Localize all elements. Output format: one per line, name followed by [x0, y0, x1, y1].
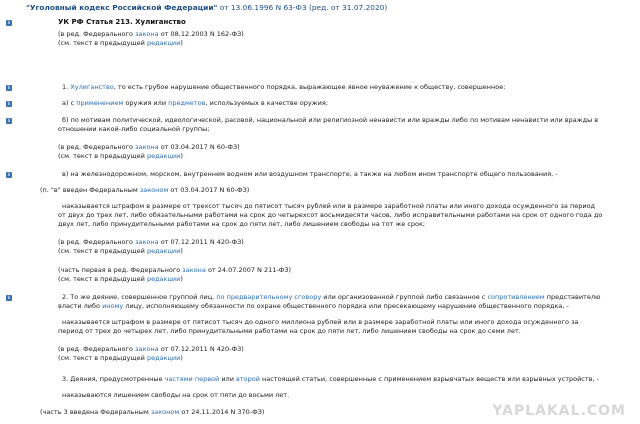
part1-edition-note: (часть первая в ред. Федерального закона от 24.07.2007 N 211-ФЗ) [58, 266, 292, 274]
edition-link[interactable]: редакции [146, 247, 181, 255]
previous-version-note: (см. текст в предыдущей редакции) [58, 152, 183, 160]
info-icon[interactable]: i [6, 101, 12, 107]
penalty-1-line1: наказывается штрафом в размере от трехсот тысяч до пятисот тысяч рублей или в размере заработной платы или иного дохода осужденного за период [62, 202, 596, 210]
info-icon[interactable]: i [6, 172, 12, 178]
info-icon[interactable]: i [6, 118, 12, 124]
penalty-2-line1: наказывается штрафом в размере от пятисот тысяч до одного миллиона рублей или в размере заработной платы или иного дохода осужденного за [62, 318, 579, 326]
article-title: УК РФ Статья 213. Хулиганство [58, 18, 186, 26]
previous-version-note: (см. текст в предыдущей редакции) [58, 247, 183, 255]
objects-link[interactable]: предметов [168, 99, 206, 107]
info-icon[interactable]: i [6, 85, 12, 91]
penalty-1-line3: двух лет, либо принудительными работами на срок до пяти лет, либо лишением свободы на тот же срок; [58, 220, 426, 228]
paragraph-1v: в) на железнодорожном, морском, внутреннем водном или воздушном транспорте, а также на любом ином транспорте общего пользования, - [62, 170, 558, 178]
paragraph-3: 3. Деяния, предусмотренные частями первой или второй настоящей статьи, совершенные с применением взрывчатых веществ или взрывных устройств, - [62, 375, 599, 383]
paragraph-1a: а) с применением оружия или предметов, используемых в качестве оружия; [62, 99, 328, 107]
edition-link[interactable]: редакции [146, 152, 181, 160]
law-link[interactable]: закона [135, 30, 159, 38]
previous-version-note: (см. текст в предыдущей редакции) [58, 275, 183, 283]
edition-link[interactable]: редакции [146, 354, 181, 362]
use-link[interactable]: применением [76, 99, 124, 107]
info-icon[interactable]: i [6, 295, 12, 301]
info-icon[interactable]: i [6, 20, 12, 26]
edition-note: (в ред. Федерального закона от 08.12.2003 N 162-ФЗ) [58, 30, 244, 38]
paragraph-2: 2. То же деяние, совершенное группой лиц, по предварительному сговору или организованной группой либо связанное с сопротивлением представителю [62, 293, 601, 301]
law-link[interactable]: законом [150, 408, 180, 416]
paragraph-1b-cont: отношении какой-либо социальной группы; [58, 125, 210, 133]
law-link[interactable]: закона [135, 238, 159, 246]
law-link[interactable]: законом [139, 186, 169, 194]
watermark: YAPLAKAL.COM [492, 403, 626, 420]
introduced-note: (п. "в" введен Федеральным законом от 03.04.2017 N 60-ФЗ) [40, 186, 250, 194]
conspiracy-link[interactable]: по предварительному сговору [216, 293, 322, 301]
parts-first-link[interactable]: частями первой [164, 375, 220, 383]
previous-version-note: (см. текст в предыдущей редакции) [58, 354, 183, 362]
law-link[interactable]: закона [135, 143, 159, 151]
penalty-1-line2: от двух до трех лет, либо обязательными работами на срок до четырехсот восьмидесяти часов, либо исправительными работами на срок от одного года до [58, 211, 603, 219]
penalty-3: наказываются лишением свободы на срок от пяти до восьми лет. [62, 391, 290, 399]
edition-link[interactable]: редакции [146, 39, 181, 47]
part-second-link[interactable]: второй [236, 375, 260, 383]
document-date: от 13.06.1996 N 63-ФЗ (ред. от 31.07.2020) [217, 3, 388, 12]
edition-note: (в ред. Федерального закона от 07.12.2011 N 420-ФЗ) [58, 345, 244, 353]
edition-link[interactable]: редакции [146, 275, 181, 283]
previous-version-note: (см. текст в предыдущей редакции) [58, 39, 183, 47]
edition-note: (в ред. Федерального закона от 03.04.2017 N 60-ФЗ) [58, 143, 240, 151]
hooliganism-link[interactable]: Хулиганство [70, 83, 114, 91]
paragraph-1: 1. Хулиганство, то есть грубое нарушение общественного порядка, выражающее явное неуважение к обществу, совершенное: [62, 83, 506, 91]
other-person-link[interactable]: иному [102, 302, 124, 310]
paragraph-2-cont: власти либо иному лицу, исполняющему обязанности по охране общественного порядка или пресекающему нарушение общественного порядка, - [58, 302, 569, 310]
edition-note: (в ред. Федерального закона от 07.12.2011 N 420-ФЗ) [58, 238, 244, 246]
law-link[interactable]: закона [182, 266, 206, 274]
law-link[interactable]: закона [135, 345, 159, 353]
part3-introduced-note: (часть 3 введена Федеральным законом от 24.11.2014 N 370-ФЗ) [40, 408, 265, 416]
penalty-2-line2: период от трех до четырех лет, либо принудительными работами на срок до пяти лет, либо лишением свободы на срок до семи лет. [58, 327, 521, 335]
paragraph-1b: б) по мотивам политической, идеологической, расовой, национальной или религиозной ненависти или вражды либо по мотивам ненависти или вражды в [62, 116, 599, 124]
resistance-link[interactable]: сопротивлением [487, 293, 545, 301]
document-header [26, 4, 634, 13]
document-title-link[interactable]: "Уголовный кодекс Российской Федерации" [26, 3, 218, 12]
